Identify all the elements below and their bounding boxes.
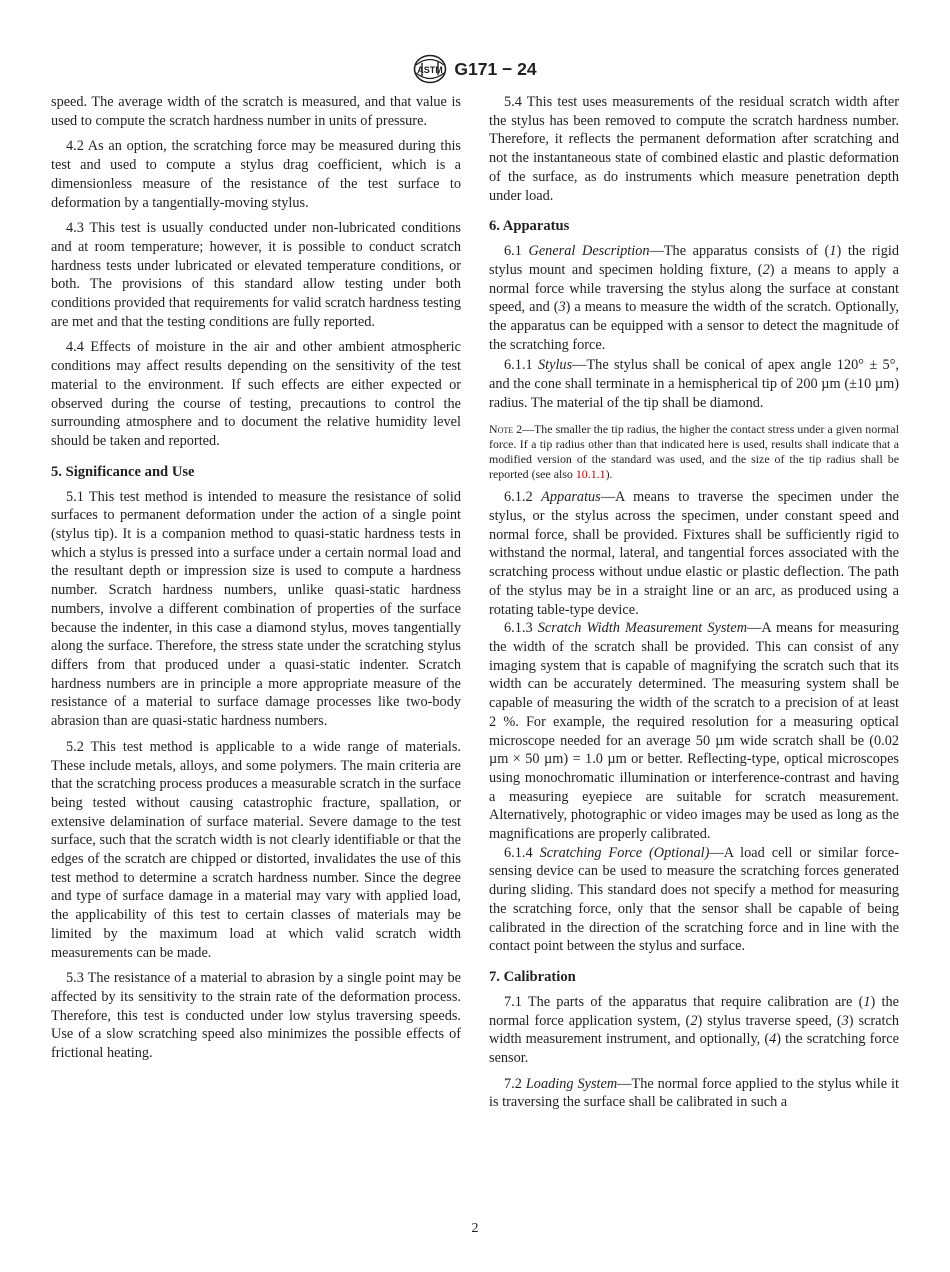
paragraph-7-2: 7.2 Loading System—The normal force applied to the stylus while it is traversing the surface shall be calibrated in such a xyxy=(489,1075,899,1111)
paragraph-5-4: 5.4 This test uses measurements of the residual scratch width after the stylus has been removed to compute the scratch hardness number. Therefore, it reflects the permanent deformation after scratching and not the instantaneous state of combined elastic and plastic deformation of the surface, as do instruments which measure penetration depth under load. xyxy=(489,94,899,204)
standard-designation: G171 − 24 xyxy=(454,58,537,79)
section-5-heading: 5. Significance and Use xyxy=(51,463,195,480)
note-2: Note 2—The smaller the tip radius, the higher the contact stress under a given normal force. If a tip radius other than that indicated here is used, results shall indicate that a modified version of the standard was used, and the size of the tip radius shall be reported (see also 10.1.1). xyxy=(489,421,899,482)
paragraph-5-3: 5.3 The resistance of a material to abrasion by a single point may be affected by its sensitivity to the strain rate of the deformation process. Therefore, this test is conducted under low stylus traversing speeds. Use of a slow scratching speed also minimizes the possible effects of frictional heating. xyxy=(51,970,461,1062)
astm-logo-icon xyxy=(413,54,447,84)
paragraph-6-1: 6.1 General Description—The apparatus consists of (1) the rigid stylus mount and specimen holding fixture, (2) a means to apply a normal force while traversing the stylus along the surface at constant speed, and (3) a means to measure the width of the scratch. Optionally, the apparatus can be equipped with a sensor to detect the magnitude of the scratching force. xyxy=(489,243,899,353)
section-7-heading: 7. Calibration xyxy=(489,968,576,985)
logo-text: ASTM xyxy=(417,65,444,75)
page-header xyxy=(0,54,950,84)
paragraph-6-1-2: 6.1.2 Apparatus—A means to traverse the specimen under the stylus, or the stylus across the specimen, under constant speed and normal force, shall be provided. Fixtures shall be sufficiently rigid to withstand the normal, lateral, and tangential forces associated with the scratching process without undue elastic or plastic deflection. The path of the stylus may be in a straight line or an arc, as produced using a rotating table-type device. xyxy=(489,489,899,618)
section-6-heading: 6. Apparatus xyxy=(489,218,570,235)
paragraph-4-2: 4.2 As an option, the scratching force may be measured during this test and used to compute a stylus drag coefficient, which is a dimensionless measure of the resistance of the test surface to deformation by a tangentially-moving stylus. xyxy=(51,138,461,211)
paragraph-5-1: 5.1 This test method is intended to measure the resistance of solid surfaces to permanent deformation under the action of a single point (stylus tip). It is a companion method to quasi-static hardness tests in which a stylus is pressed into a surface under a certain normal load and the resultant depth or impression size is used to compute a hardness number. Scratch hardness numbers, unlike quasi-static hardness numbers, involve a different combination of properties of the surface because the indenter, in this case a diamond stylus, moves tangentially along the surface. Therefore, the stress state under the scratching stylus differs from that produced under a quasi-static indenter. Scratch hardness numbers are in principle a more appropriate measure of the resistance of a material to surface damage processes like two-body abrasion than are quasi-static hardness numbers. xyxy=(51,488,461,730)
page-number: 2 xyxy=(471,1221,479,1236)
paragraph-4-4: 4.4 Effects of moisture in the air and other ambient atmospheric conditions may affect results depending on the sensitivity of the test material to the environment. If such effects are either expected or observed during the course of testing, precautions to control the surrounding atmosphere and to document the relative humidity level should be taken and reported. xyxy=(51,339,461,449)
right-column xyxy=(489,93,899,1112)
paragraph-6-1-3: 6.1.3 Scratch Width Measurement System—A means for measuring the width of the scratch shall be provided. This can consist of any imaging system that is capable of magnifying the scratch such that its width can be accurately determined. The measuring system shall be capable of measuring the width of the scratch to a precision of at least 2 %. For example, the required resolution for a measuring optical microscope needed for an average 50 µm wide scratch shall be (0.02 µm × 50 µm) = 1.0 µm or better. Reflecting-type, optical microscopes using monochromatic illumination or interference-contrast and having a measuring eyepiece are suitable for scratch measurement. Alternatively, photographic or video images may be used as long as the magnifications are properly calibrated. xyxy=(489,620,899,843)
left-column xyxy=(51,93,461,1063)
paragraph-4-3: 4.3 This test is usually conducted under non-lubricated conditions and at room temperature; however, it is possible to conduct scratch hardness tests under lubricated or elevated temperature conditions, or both. The provisions of this standard allow testing under both conditions provided that requirements for valid scratch hardness testing are met and that the testing conditions are fully reported. xyxy=(51,220,461,330)
reference-link-10-1-1[interactable]: 10.1.1 xyxy=(575,467,606,482)
paragraph-4-1-continued: speed. The average width of the scratch is measured, and that value is used to compute the scratch hardness number in units of pressure. xyxy=(51,94,461,129)
paragraph-7-1: 7.1 The parts of the apparatus that require calibration are (1) the normal force application system, (2) stylus traverse speed, (3) scratch width measurement instrument, and optionally, (4) the scratching force sensor. xyxy=(489,993,899,1067)
paragraph-6-1-4: 6.1.4 Scratching Force (Optional)—A load cell or similar force-sensing device can be used to measure the scratching forces generated during sliding. This standard does not specify a method for measuring the scratching force, only that the sensor shall be capable of being calibrated in the direction of the scratching force and in line with the contact point between the stylus and surface. xyxy=(489,844,899,955)
paragraph-5-2: 5.2 This test method is applicable to a wide range of materials. These include metals, alloys, and some polymers. The main criteria are that the scratching process produces a measurable scratch in the surface being tested without causing catastrophic fracture, spallation, or extensive delamination of surface material. Severe damage to the test surface, such that the scratch width is not clearly identifiable or that the edges of the scratch are chipped or distorted, invalidates the use of this test method to determine a scratch hardness number. Since the degree and type of surface damage in a material may vary with applied load, the applicability of this test to certain classes of materials may be limited by the maximum load at which valid scratch width measurements can be made. xyxy=(51,738,461,961)
paragraph-6-1-1: 6.1.1 Stylus—The stylus shall be conical of apex angle 120° ± 5°, and the cone shall terminate in a hemispherical tip of 200 µm (±10 µm) radius. The material of the tip shall be diamond. xyxy=(489,357,899,411)
